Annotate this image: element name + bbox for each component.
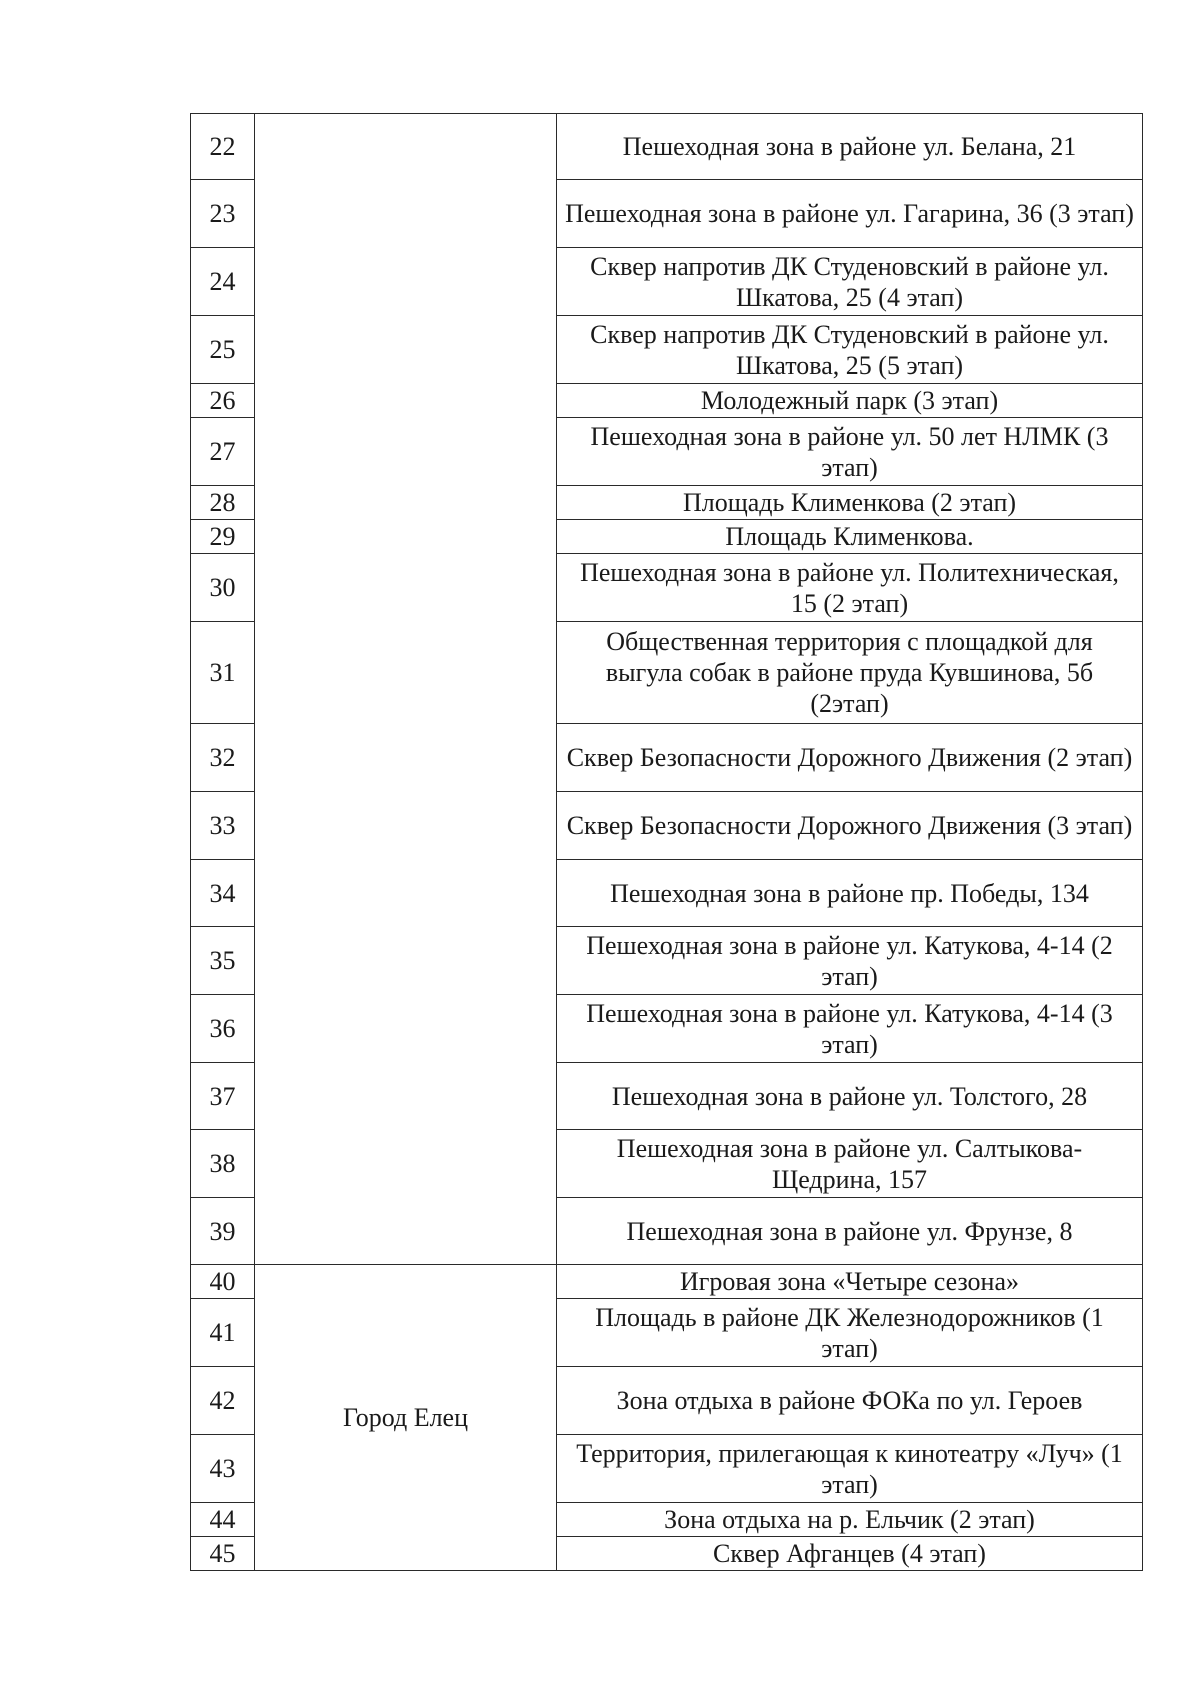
row-number-cell: 39 bbox=[191, 1198, 255, 1265]
objects-table-body bbox=[191, 114, 1143, 1571]
row-number-cell: 43 bbox=[191, 1435, 255, 1503]
table-row bbox=[191, 114, 1143, 180]
object-name-cell: Общественная территория с площадкой для выгула собак в районе пруда Кувшинова, 5б (2этап) bbox=[557, 622, 1143, 724]
object-name-cell: Пешеходная зона в районе ул. Катукова, 4-14 (3 этап) bbox=[557, 995, 1143, 1063]
row-number-cell: 34 bbox=[191, 860, 255, 927]
row-number-cell: 40 bbox=[191, 1265, 255, 1299]
object-name-cell: Площадь Клименкова. bbox=[557, 520, 1143, 554]
row-number-cell: 25 bbox=[191, 316, 255, 384]
row-number-cell: 32 bbox=[191, 724, 255, 792]
row-number-cell: 35 bbox=[191, 927, 255, 995]
row-number-cell: 29 bbox=[191, 520, 255, 554]
object-name-cell: Пешеходная зона в районе ул. Политехническая, 15 (2 этап) bbox=[557, 554, 1143, 622]
row-number-cell: 26 bbox=[191, 384, 255, 418]
object-name-cell: Площадь в районе ДК Железнодорожников (1 этап) bbox=[557, 1299, 1143, 1367]
object-name-cell: Зона отдыха на р. Ельчик (2 этап) bbox=[557, 1503, 1143, 1537]
row-number-cell: 45 bbox=[191, 1537, 255, 1571]
object-name-cell: Пешеходная зона в районе пр. Победы, 134 bbox=[557, 860, 1143, 927]
row-number-cell: 44 bbox=[191, 1503, 255, 1537]
object-name-cell: Пешеходная зона в районе ул. Салтыкова-Щедрина, 157 bbox=[557, 1130, 1143, 1198]
object-name-cell: Молодежный парк (3 этап) bbox=[557, 384, 1143, 418]
object-name-cell: Сквер напротив ДК Студеновский в районе ул. Шкатова, 25 (4 этап) bbox=[557, 248, 1143, 316]
object-name-cell: Площадь Клименкова (2 этап) bbox=[557, 486, 1143, 520]
object-name-cell: Зона отдыха в районе ФОКа по ул. Героев bbox=[557, 1367, 1143, 1435]
row-number-cell: 33 bbox=[191, 792, 255, 860]
row-number-cell: 41 bbox=[191, 1299, 255, 1367]
object-name-cell: Пешеходная зона в районе ул. Толстого, 28 bbox=[557, 1063, 1143, 1130]
row-number-cell: 22 bbox=[191, 114, 255, 180]
object-name-cell: Пешеходная зона в районе ул. Катукова, 4-14 (2 этап) bbox=[557, 927, 1143, 995]
city-cell: Город Елец bbox=[255, 1265, 557, 1571]
row-number-cell: 38 bbox=[191, 1130, 255, 1198]
city-cell bbox=[255, 114, 557, 1265]
object-name-cell: Сквер напротив ДК Студеновский в районе ул. Шкатова, 25 (5 этап) bbox=[557, 316, 1143, 384]
object-name-cell: Игровая зона «Четыре сезона» bbox=[557, 1265, 1143, 1299]
row-number-cell: 24 bbox=[191, 248, 255, 316]
objects-table bbox=[190, 113, 1143, 1571]
object-name-cell: Сквер Афганцев (4 этап) bbox=[557, 1537, 1143, 1571]
table-row bbox=[191, 1265, 1143, 1299]
row-number-cell: 31 bbox=[191, 622, 255, 724]
object-name-cell: Пешеходная зона в районе ул. 50 лет НЛМК (3 этап) bbox=[557, 418, 1143, 486]
row-number-cell: 27 bbox=[191, 418, 255, 486]
object-name-cell: Сквер Безопасности Дорожного Движения (2 этап) bbox=[557, 724, 1143, 792]
row-number-cell: 36 bbox=[191, 995, 255, 1063]
row-number-cell: 42 bbox=[191, 1367, 255, 1435]
object-name-cell: Пешеходная зона в районе ул. Фрунзе, 8 bbox=[557, 1198, 1143, 1265]
object-name-cell: Пешеходная зона в районе ул. Гагарина, 36 (3 этап) bbox=[557, 180, 1143, 248]
row-number-cell: 30 bbox=[191, 554, 255, 622]
object-name-cell: Пешеходная зона в районе ул. Белана, 21 bbox=[557, 114, 1143, 180]
row-number-cell: 37 bbox=[191, 1063, 255, 1130]
row-number-cell: 28 bbox=[191, 486, 255, 520]
object-name-cell: Сквер Безопасности Дорожного Движения (3 этап) bbox=[557, 792, 1143, 860]
row-number-cell: 23 bbox=[191, 180, 255, 248]
object-name-cell: Территория, прилегающая к кинотеатру «Луч» (1 этап) bbox=[557, 1435, 1143, 1503]
